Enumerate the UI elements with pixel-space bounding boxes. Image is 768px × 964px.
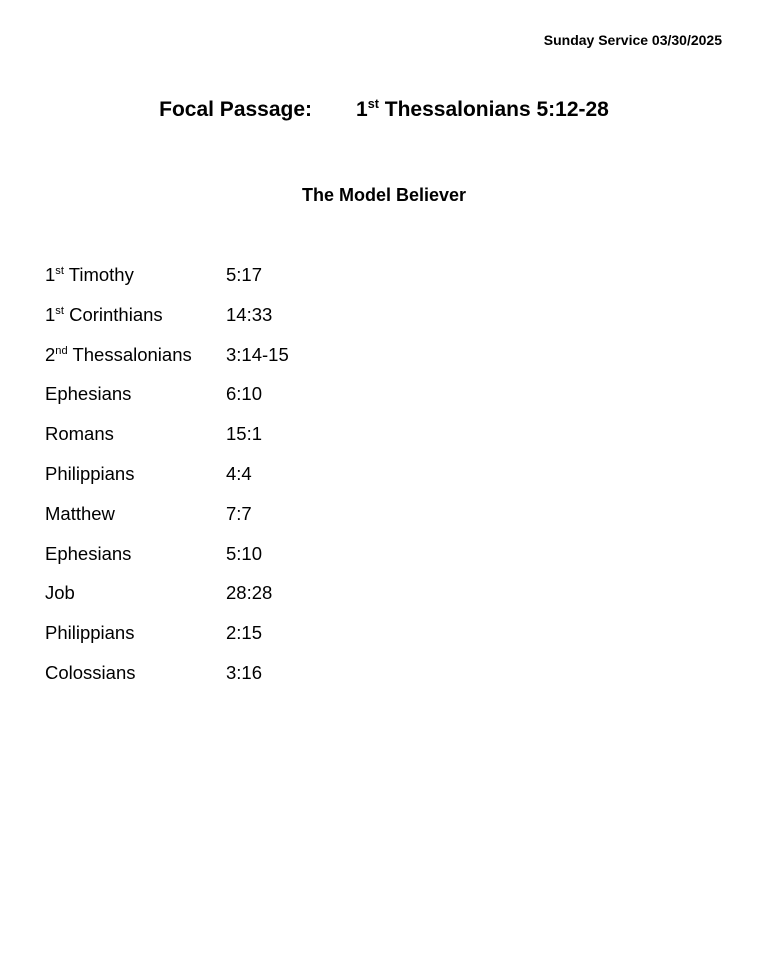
reference-book: Matthew	[45, 502, 115, 524]
reference-row	[45, 383, 289, 423]
reference-row	[45, 543, 289, 583]
reference-book: Romans	[45, 423, 114, 445]
reference-verse: 5:10	[226, 542, 263, 564]
reference-verse: 7:7	[226, 502, 252, 524]
reference-book: 1st Corinthians	[45, 303, 163, 325]
reference-verse: 28:28	[226, 582, 273, 604]
reference-row	[45, 344, 289, 384]
reference-row	[45, 582, 289, 622]
reference-book: 1st Timothy	[45, 264, 134, 285]
reference-book: Colossians	[45, 661, 136, 683]
sermon-title: The Model Believer	[301, 185, 467, 205]
reference-row	[45, 503, 289, 543]
focal-passage-ordinal-suffix: st	[367, 97, 379, 111]
focal-passage-book: Thessalonians 5:12-28	[378, 98, 609, 121]
reference-verse: 6:10	[226, 383, 263, 405]
reference-row	[45, 662, 289, 702]
reference-verse: 5:17	[226, 264, 263, 285]
reference-row	[45, 423, 289, 463]
reference-list	[45, 264, 289, 702]
reference-verse: 2:15	[226, 622, 263, 644]
reference-row	[45, 463, 289, 503]
reference-verse: 4:4	[226, 462, 252, 484]
focal-passage	[0, 98, 768, 122]
reference-verse: 15:1	[226, 423, 263, 445]
reference-book: Philippians	[45, 462, 135, 484]
reference-book: Ephesians	[45, 542, 132, 564]
reference-row	[45, 264, 289, 304]
reference-verse: 3:14-15	[226, 343, 289, 365]
focal-passage-ordinal: 1	[356, 98, 368, 121]
service-date: Sunday Service 03/30/2025	[543, 32, 722, 48]
reference-row	[45, 304, 289, 344]
reference-book: Philippians	[45, 622, 135, 644]
reference-book: Ephesians	[45, 383, 132, 405]
reference-book: 2nd Thessalonians	[45, 343, 192, 365]
focal-passage-label: Focal Passage:	[159, 98, 313, 121]
reference-book: Job	[45, 582, 75, 604]
reference-verse: 14:33	[226, 303, 273, 325]
reference-row	[45, 622, 289, 662]
reference-verse: 3:16	[226, 661, 263, 683]
